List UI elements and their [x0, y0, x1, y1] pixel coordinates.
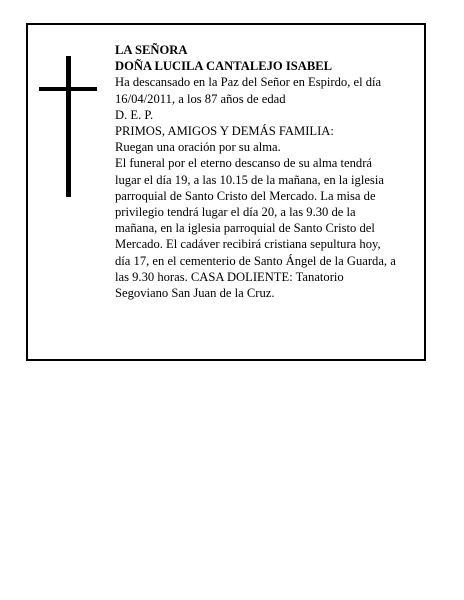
- funeral-details-line-7: día 17, en el cementerio de Santo Ángel de la Guarda, a: [115, 253, 396, 268]
- funeral-details-line-6: Mercado. El cadáver recibirá cristiana sepultura hoy,: [115, 237, 381, 252]
- death-statement-line-2: 16/04/2011, a los 87 años de edad: [115, 91, 286, 106]
- funeral-details-line-5: mañana, en la iglesia parroquial de Santo Cristo del: [115, 221, 375, 236]
- cross-horizontal-bar: [39, 87, 97, 91]
- family-heading: PRIMOS, AMIGOS Y DEMÁS FAMILIA:: [115, 124, 334, 139]
- funeral-details-line-2: lugar el día 19, a las 10.15 de la mañana, en la iglesia: [115, 172, 384, 187]
- obituary-notice: [26, 23, 426, 361]
- title-line: LA SEÑORA: [115, 43, 188, 57]
- funeral-details-line-8: las 9.30 horas. CASA DOLIENTE: Tanatorio: [115, 269, 344, 284]
- obituary-text: [115, 42, 420, 301]
- funeral-details-line-3: parroquial de Santo Cristo del Mercado. La misa de: [115, 188, 376, 203]
- deceased-name: DOÑA LUCILA CANTALEJO ISABEL: [115, 59, 333, 74]
- funeral-details-line-1: El funeral por el eterno descanso de su alma tendrá: [115, 156, 373, 171]
- funeral-details-line-9: Segoviano San Juan de la Cruz.: [115, 286, 275, 301]
- cross-vertical-bar: [66, 56, 71, 197]
- funeral-details-line-4: privilegio tendrá lugar el día 20, a las 9.30 de la: [115, 205, 356, 220]
- prayer-request: Ruegan una oración por su alma.: [115, 140, 281, 155]
- death-statement-line-1: Ha descansado en la Paz del Señor en Espirdo, el día: [115, 75, 382, 90]
- dep-line: D. E. P.: [115, 107, 154, 122]
